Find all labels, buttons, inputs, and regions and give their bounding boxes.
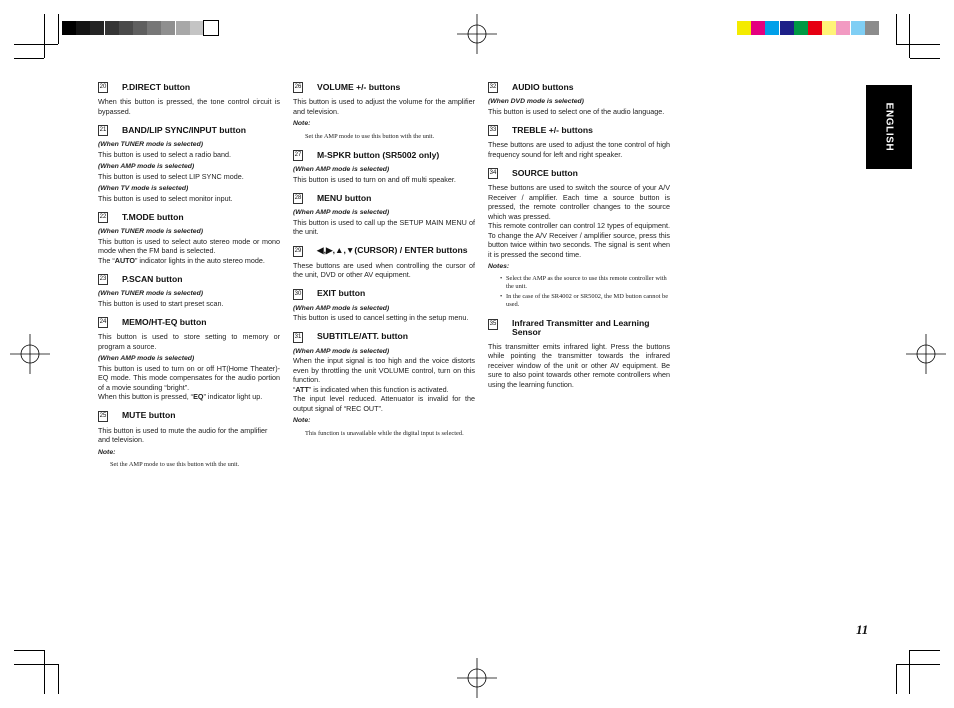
- gray-swatch: [204, 21, 218, 35]
- section-number: 29: [293, 246, 303, 257]
- mode-label: (When AMP mode is selected): [98, 355, 195, 362]
- section-body: When the input signal is too high and the voice distorts even by throttling the unit VOLUME control, turn on this function.: [293, 356, 475, 384]
- section-number: 23: [98, 274, 108, 285]
- color-swatch: [780, 21, 794, 35]
- gray-swatch: [147, 21, 161, 35]
- color-swatch: [865, 21, 879, 35]
- color-swatch: [751, 21, 765, 35]
- gray-swatch: [62, 21, 76, 35]
- section-memo-ht-eq: [98, 317, 280, 402]
- section-subtitle-att: [293, 332, 475, 439]
- gray-swatch: [161, 21, 175, 35]
- section-title: ◀,▶,▲,▼(CURSOR) / ENTER buttons: [317, 245, 468, 256]
- section-body: This button is used to start preset scan.: [98, 298, 224, 308]
- section-title: P.DIRECT button: [122, 81, 191, 92]
- section-body: “ATT” is indicated when this function is activated.: [293, 384, 449, 394]
- section-body: This button is used to select monitor input.: [98, 193, 233, 203]
- mode-label: (When AMP mode is selected): [98, 163, 195, 170]
- section-exit: [293, 289, 475, 323]
- gray-swatch: [119, 21, 133, 35]
- section-number: 26: [293, 82, 303, 93]
- section-body: This button is used to store setting to memory or program a source.: [98, 332, 280, 351]
- section-p-direct: [98, 82, 280, 116]
- section-title: SUBTITLE/ATT. button: [317, 331, 409, 342]
- mode-label: (When TUNER mode is selected): [98, 290, 203, 297]
- section-number: 25: [98, 411, 108, 422]
- note-label: Note:: [98, 448, 116, 456]
- note-label: Note:: [293, 417, 311, 424]
- section-body: These buttons are used when controlling the cursor of the unit, DVD or other AV equipment.: [293, 260, 475, 279]
- column-2: [293, 82, 475, 447]
- color-swatch: [765, 21, 779, 35]
- gray-swatch: [190, 21, 204, 35]
- section-number: 27: [293, 150, 303, 161]
- section-title: VOLUME +/- buttons: [317, 81, 401, 92]
- section-number: 32: [488, 82, 498, 93]
- color-swatch: [836, 21, 850, 35]
- section-number: 31: [293, 332, 303, 343]
- note-label: Notes:: [488, 263, 510, 270]
- registration-mark-top: [457, 14, 497, 54]
- section-body: This remote controller can control 12 types of equipment. To change the A/V Receiver / amplifier source, press this button twice within two seconds. The signal is sent when it is pressed the second time.: [488, 221, 670, 259]
- section-number: 20: [98, 82, 108, 93]
- mode-label: (When TV mode is selected): [98, 185, 189, 192]
- registration-mark-left: [10, 334, 50, 374]
- mode-label: (When TUNER mode is selected): [98, 141, 203, 148]
- section-title: MUTE button: [122, 410, 176, 421]
- section-number: 34: [488, 168, 498, 179]
- language-tab: [866, 85, 912, 169]
- section-title: TREBLE +/- buttons: [512, 124, 593, 135]
- mode-label: (When TUNER mode is selected): [98, 228, 203, 235]
- section-body: These buttons are used to adjust the tone control of high frequency sound for left and right speaker.: [488, 140, 670, 159]
- section-body: This button is used to select a radio band.: [98, 149, 232, 159]
- section-body: When this button is pressed, the tone control circuit is bypassed.: [98, 97, 280, 116]
- section-body: When this button is pressed, “EQ” indicator light up.: [98, 392, 263, 401]
- language-tab-label: ENGLISH: [883, 102, 895, 152]
- mode-label: (When AMP mode is selected): [293, 209, 390, 216]
- note-text: This function is unavailable while the digital input is selected.: [305, 429, 464, 437]
- section-number: 22: [98, 212, 108, 223]
- note-bullet: • In the case of the SR4002 or SR5002, the MD button cannot be used.: [500, 293, 670, 310]
- color-swatch: [794, 21, 808, 35]
- color-calibration-bar: [737, 21, 891, 35]
- page-number: 11: [856, 622, 869, 637]
- section-number: 33: [488, 125, 498, 136]
- section-m-spkr: [293, 150, 475, 184]
- section-body: The “AUTO” indicator lights in the auto stereo mode.: [98, 255, 265, 265]
- section-title: MENU button: [317, 192, 372, 203]
- section-title: M-SPKR button (SR5002 only): [317, 149, 440, 160]
- section-body: This button is used to cancel setting in the setup menu.: [293, 313, 469, 322]
- section-body: This button is used to adjust the volume for the amplifier and television.: [293, 97, 475, 116]
- section-body: This button is used to turn on and off multi speaker.: [293, 174, 456, 184]
- section-title: SOURCE button: [512, 167, 578, 178]
- color-swatch: [808, 21, 822, 35]
- section-source: [488, 168, 670, 310]
- mode-label: (When AMP mode is selected): [293, 304, 390, 312]
- section-title: EXIT button: [317, 288, 366, 299]
- section-body: This button is used to turn on or off HT(Home Theater)-EQ mode. This mode compensates for the audio portion of a movie sounding “bright”.: [98, 363, 280, 392]
- section-volume: [293, 82, 475, 141]
- registration-mark-right: [906, 334, 946, 374]
- section-number: 35: [488, 319, 498, 330]
- section-body: These buttons are used to switch the source of your A/V Receiver / amplifier. Each time a source button is pressed, the remote controller changes to the source which was pressed.: [488, 183, 670, 221]
- section-title: T.MODE button: [122, 211, 184, 222]
- section-body: This transmitter emits infrared light. Press the buttons while pointing the transmitter towards the infrared receiver window of the unit or other AV equipment. Be sure to also point towards other remote controllers when using the learning function.: [488, 341, 670, 389]
- section-number: 30: [293, 289, 303, 300]
- section-title: Infrared Transmitter and Learning Sensor: [512, 317, 650, 337]
- section-body: This button is used to select LIP SYNC mode.: [98, 171, 244, 181]
- section-body: This button is used to mute the audio for the amplifier and television.: [98, 425, 268, 444]
- section-title: P.SCAN button: [122, 273, 183, 284]
- mode-label: (When AMP mode is selected): [293, 347, 390, 355]
- section-audio: [488, 82, 670, 116]
- section-band-lip-sync-input: [98, 125, 280, 203]
- section-body: The input level reduced. Attenuator is invalid for the output signal of “REC OUT”.: [293, 394, 475, 413]
- note-label: Note:: [293, 120, 311, 127]
- section-t-mode: [98, 212, 280, 265]
- gray-swatch: [76, 21, 90, 35]
- section-p-scan: [98, 274, 280, 308]
- gray-swatch: [90, 21, 104, 35]
- section-number: 28: [293, 193, 303, 204]
- grayscale-calibration-bar: [62, 21, 218, 35]
- section-number: 21: [98, 125, 108, 136]
- section-body: This button is used to call up the SETUP MAIN MENU of the unit.: [293, 217, 475, 236]
- section-infrared: [488, 319, 670, 390]
- color-swatch: [851, 21, 865, 35]
- column-1: [98, 82, 280, 479]
- mode-label: (When AMP mode is selected): [293, 166, 390, 173]
- note-text: Set the AMP mode to use this button with the unit.: [305, 132, 435, 140]
- section-body: This button is used to select auto stereo mode or mono mode when the FM band is selected.: [98, 236, 280, 255]
- column-3: [488, 82, 670, 398]
- section-cursor-enter: [293, 246, 475, 280]
- section-body: This button is used to select one of the audio language.: [488, 106, 665, 116]
- gray-swatch: [133, 21, 147, 35]
- color-swatch: [822, 21, 836, 35]
- section-title: BAND/LIP SYNC/INPUT button: [122, 124, 246, 135]
- color-swatch: [737, 21, 751, 35]
- registration-mark-bottom: [457, 658, 497, 698]
- note-bullets: [488, 275, 670, 310]
- section-number: 24: [98, 317, 108, 328]
- note-bullet: • Select the AMP as the source to use this remote controller with the unit.: [500, 275, 670, 292]
- section-title: MEMO/HT-EQ button: [122, 316, 207, 327]
- gray-swatch: [105, 21, 119, 35]
- note-text: Set the AMP mode to use this button with the unit.: [110, 461, 240, 468]
- gray-swatch: [176, 21, 190, 35]
- mode-label: (When DVD mode is selected): [488, 98, 584, 105]
- section-treble: [488, 125, 670, 159]
- section-mute: [98, 411, 280, 470]
- section-title: AUDIO buttons: [512, 81, 574, 92]
- section-menu: [293, 193, 475, 237]
